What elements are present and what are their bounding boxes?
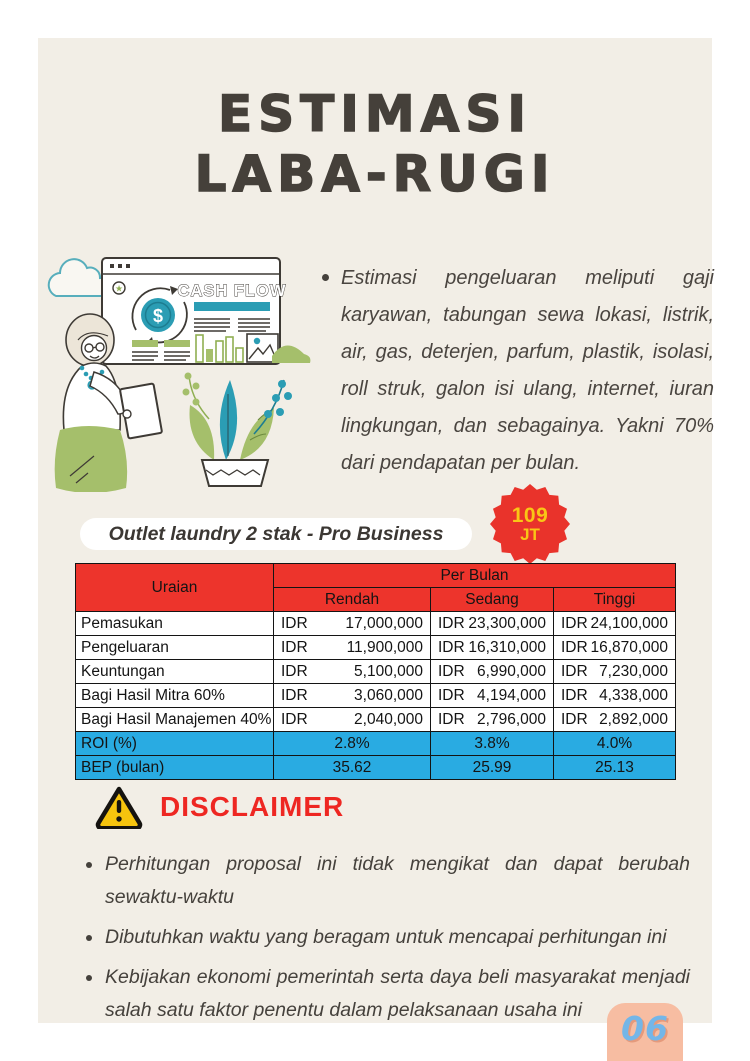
row-label: Bagi Hasil Mitra 60% bbox=[76, 684, 274, 708]
estimation-table bbox=[75, 563, 676, 780]
table-cell: IDR 24,100,000 bbox=[554, 612, 676, 636]
table-cell: IDR 4,338,000 bbox=[554, 684, 676, 708]
browser-window bbox=[102, 258, 286, 364]
bullet-dot-icon bbox=[86, 935, 92, 941]
row-label: BEP (bulan) bbox=[76, 756, 274, 780]
table-row bbox=[76, 708, 676, 732]
table-cell: 25.13 bbox=[554, 756, 676, 780]
disclaimer-header bbox=[94, 785, 344, 829]
table-header-row bbox=[76, 564, 676, 588]
table-row bbox=[76, 660, 676, 684]
table-row-roi bbox=[76, 732, 676, 756]
page-title-line2: LABA-RUGI bbox=[194, 145, 556, 203]
table-cell: IDR 7,230,000 bbox=[554, 660, 676, 684]
row-label: ROI (%) bbox=[76, 732, 274, 756]
disclaimer-text: Dibutuhkan waktu yang beragam untuk mencapai perhitungan ini bbox=[105, 926, 667, 948]
table-cell: 3.8% bbox=[431, 732, 554, 756]
table-row-bep bbox=[76, 756, 676, 780]
table-cell: IDR 2,796,000 bbox=[431, 708, 554, 732]
table-cell: IDR 16,310,000 bbox=[431, 636, 554, 660]
table-cell: IDR 2,892,000 bbox=[554, 708, 676, 732]
disclaimer-text: Kebijakan ekonomi pemerintah serta daya beli masyarakat menjadi salah satu faktor penentu dalam pelaksanaan usaha ini bbox=[105, 966, 690, 1021]
disclaimer-text: Perhitungan proposal ini tidak mengikat dan dapat berubah sewaktu-waktu bbox=[105, 853, 690, 908]
table-cell: IDR 5,100,000 bbox=[274, 660, 431, 684]
badge-unit: JT bbox=[520, 525, 540, 545]
table-cell: 35.62 bbox=[274, 756, 431, 780]
page-title bbox=[38, 84, 712, 204]
table-cell: IDR 3,060,000 bbox=[274, 684, 431, 708]
page-title-line1: ESTIMASI bbox=[218, 85, 532, 143]
header-per-bulan: Per Bulan bbox=[274, 564, 676, 588]
header-uraian: Uraian bbox=[76, 564, 274, 612]
table-cell: IDR 11,900,000 bbox=[274, 636, 431, 660]
table-cell: IDR 16,870,000 bbox=[554, 636, 676, 660]
star-glyph: ★ bbox=[114, 283, 124, 294]
row-label: Pengeluaran bbox=[76, 636, 274, 660]
table-cell: IDR 2,040,000 bbox=[274, 708, 431, 732]
row-label: Pemasukan bbox=[76, 612, 274, 636]
header-tinggi: Tinggi bbox=[554, 588, 676, 612]
page-number-tab bbox=[607, 1003, 683, 1061]
table-cell: IDR 17,000,000 bbox=[274, 612, 431, 636]
board-title: CASH FLOW bbox=[177, 282, 287, 300]
table-row bbox=[76, 612, 676, 636]
list-item bbox=[86, 961, 690, 1027]
table-row bbox=[76, 636, 676, 660]
list-item bbox=[86, 848, 690, 914]
table-cell: 4.0% bbox=[554, 732, 676, 756]
bullet-dot-icon bbox=[86, 862, 92, 868]
bullet-dot-icon bbox=[322, 274, 329, 281]
row-label: Keuntungan bbox=[76, 660, 274, 684]
intro-text: Estimasi pengeluaran meliputi gaji karyawan, tabungan sewa lokasi, listrik, air, gas, deterjen, parfum, plastik, isolasi, roll struk, galon isi ulang, internet, iuran lingkungan, dan sebagainya. Yakni 70% dari pendapatan per bulan. bbox=[341, 267, 714, 474]
page-number: 06 bbox=[621, 1009, 669, 1048]
plant-icon bbox=[183, 373, 293, 487]
header-rendah: Rendah bbox=[274, 588, 431, 612]
intro-bullet bbox=[322, 260, 714, 482]
dollar-glyph: $ bbox=[152, 306, 164, 326]
table-cell: IDR 4,194,000 bbox=[431, 684, 554, 708]
table-cell: 25.99 bbox=[431, 756, 554, 780]
cash-flow-illustration bbox=[44, 244, 314, 492]
cloud-icon bbox=[49, 259, 110, 296]
warning-icon bbox=[94, 785, 144, 829]
row-label: Bagi Hasil Manajemen 40% bbox=[76, 708, 274, 732]
list-item bbox=[86, 921, 690, 954]
package-label: Outlet laundry 2 stak - Pro Business bbox=[80, 518, 472, 550]
table-cell: IDR 23,300,000 bbox=[431, 612, 554, 636]
table-cell: IDR 6,990,000 bbox=[431, 660, 554, 684]
disclaimer-title: DISCLAIMER bbox=[160, 791, 345, 822]
proposal-page bbox=[38, 38, 714, 1048]
header-sedang: Sedang bbox=[431, 588, 554, 612]
table-row bbox=[76, 684, 676, 708]
price-badge bbox=[490, 484, 570, 564]
badge-amount: 109 bbox=[511, 503, 549, 527]
bullet-dot-icon bbox=[86, 975, 92, 981]
disclaimer-list bbox=[86, 848, 690, 1034]
table-cell: 2.8% bbox=[274, 732, 431, 756]
